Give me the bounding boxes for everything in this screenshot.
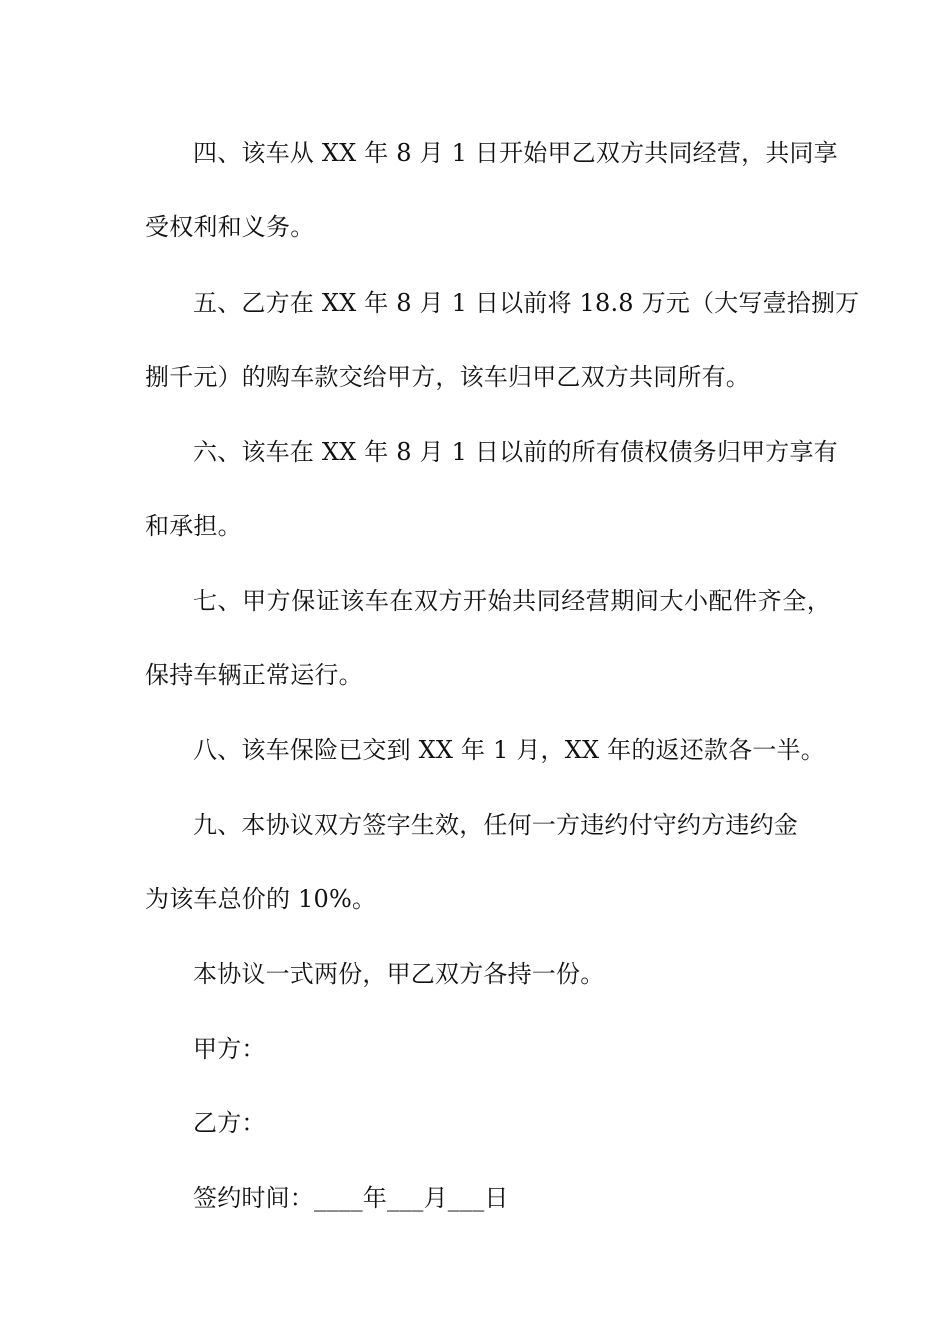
signing-date: 签约时间：____年___月___日: [193, 1184, 509, 1212]
clause-5-line-1: 五、乙方在 XX 年 8 月 1 日以前将 18.8 万元（大写壹拾捌万: [193, 289, 860, 317]
clause-4-line-1: 四、该车从 XX 年 8 月 1 日开始甲乙双方共同经营，共同享: [193, 139, 838, 167]
clause-5-line-2: 捌千元）的购车款交给甲方，该车归甲乙双方共同所有。: [145, 363, 750, 391]
clause-6-line-2: 和承担。: [145, 512, 242, 540]
party-a-signature: 甲方：: [193, 1035, 266, 1063]
clause-9-line-1: 九、本协议双方签字生效，任何一方违约付守约方违约金: [193, 811, 798, 839]
clause-6-line-1: 六、该车在 XX 年 8 月 1 日以前的所有债权债务归甲方享有: [193, 438, 838, 466]
party-b-signature: 乙方：: [193, 1109, 266, 1137]
clause-7-line-1: 七、甲方保证该车在双方开始共同经营期间大小配件齐全，: [193, 587, 832, 615]
clause-8-line-1: 八、该车保险已交到 XX 年 1 月，XX 年的返还款各一半。: [193, 736, 825, 764]
clause-7-line-2: 保持车辆正常运行。: [145, 661, 363, 689]
clause-9-line-2: 为该车总价的 10%。: [145, 885, 377, 913]
clause-4-line-2: 受权利和义务。: [145, 213, 315, 241]
copies-statement: 本协议一式两份，甲乙双方各持一份。: [193, 960, 605, 988]
